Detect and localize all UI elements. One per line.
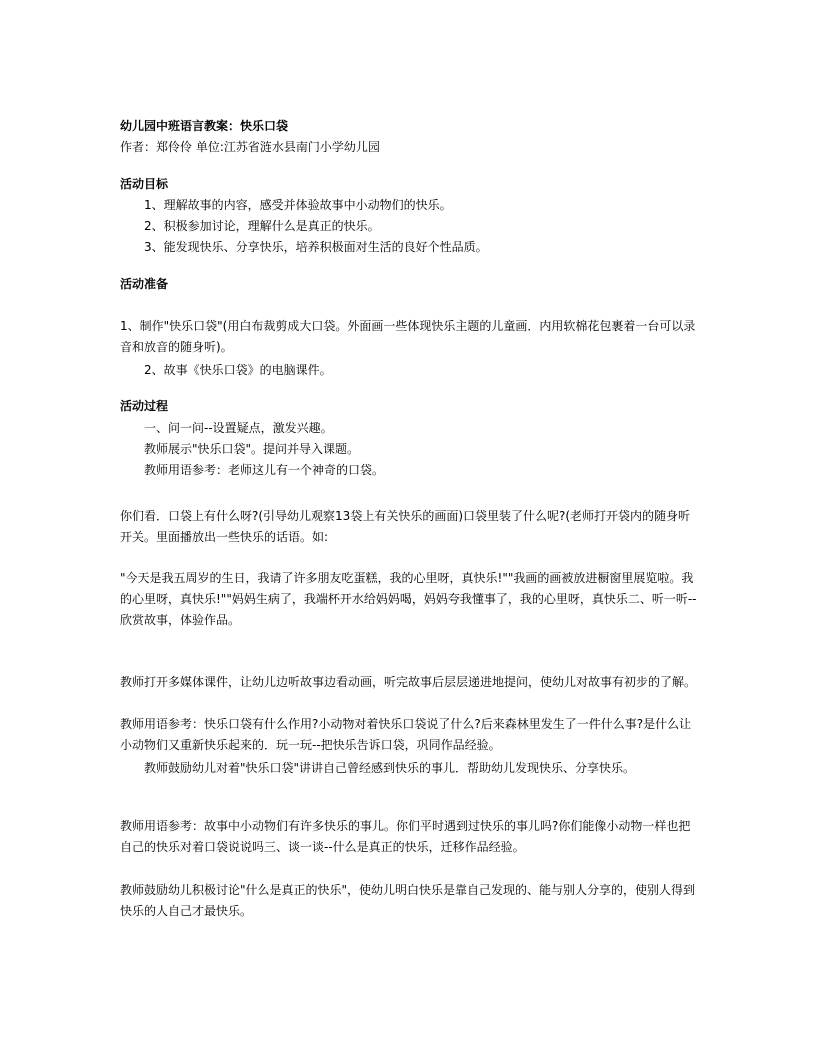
- process-line-2: 教师展示"快乐口袋"。提问并导入课题。: [144, 442, 360, 456]
- paragraph-discuss: 教师鼓励幼儿积极讨论"什么是真正的快乐"，使幼儿明白快乐是靠自己发现的、能与别人分享的，使别人得到快乐的人自己才最快乐。: [120, 883, 696, 918]
- goal-item-3: 3、能发现快乐、分享快乐，培养积极面对生活的良好个性品质。: [144, 240, 488, 254]
- goal-item-1: 1、理解故事的内容，感受并体验故事中小动物们的快乐。: [144, 198, 452, 212]
- section-heading-goals: 活动目标: [120, 177, 169, 191]
- process-line-3: 教师用语参考：老师这儿有一个神奇的口袋。: [144, 463, 385, 477]
- paragraph-teacher-ref-1: 教师用语参考：快乐口袋有什么作用?小动物对着快乐口袋说了什么?后来森林里发生了一件什么事?是什么让小动物们又重新快乐起来的．玩一玩--把快乐告诉口袋，巩同作品经验。: [120, 717, 692, 752]
- prep-paragraph-1: 1、制作"快乐口袋"(用白布裁剪成大口袋。外面画一些体现快乐主题的儿童画．内用软棉花包裹着一台可以录音和放音的随身听)。: [120, 319, 696, 354]
- line-encourage: 教师鼓励幼儿对着"快乐口袋"讲讲自己曾经感到快乐的事儿．帮助幼儿发现快乐、分享快乐。: [144, 761, 636, 775]
- section-heading-process: 活动过程: [120, 399, 169, 413]
- author-line: 作者：郑伶伶 单位:江苏省涟水县南门小学幼儿园: [120, 140, 380, 154]
- document-title: 幼儿园中班语言教案：快乐口袋: [120, 119, 289, 133]
- paragraph-look: 你们看．口袋上有什么呀?(引导幼儿观察13袋上有关快乐的画面)口袋里装了什么呢?(老师打开袋内的随身听开关。里面播放出一些快乐的话语。如:: [120, 509, 691, 544]
- section-heading-prep: 活动准备: [120, 277, 169, 291]
- prep-paragraph-2: 2、故事《快乐口袋》的电脑课件。: [144, 363, 332, 377]
- paragraph-teacher-ref-2: 教师用语参考：故事中小动物们有许多快乐的事儿。你们平时遇到过快乐的事儿吗?你们能像小动物一样也把自己的快乐对着口袋说说吗三、谈一谈--什么是真正的快乐，迁移作品经验。: [120, 819, 691, 854]
- paragraph-quotes: "今天是我五周岁的生日，我请了许多朋友吃蛋糕，我的心里呀，真快乐!""我画的画被放进橱窗里展览啦。我的心里呀，真快乐!""妈妈生病了，我端杯开水给妈妈喝，妈妈夸我懂事了，我的心里呀，真快乐二、听一听--欣赏故事，体验作品。: [120, 571, 697, 627]
- goal-item-2: 2、积极参加讨论，理解什么是真正的快乐。: [144, 219, 380, 233]
- paragraph-media: 教师打开多媒体课件，让幼儿边听故事边看动画，听完故事后层层递进地提问，使幼儿对故事有初步的了解。: [120, 675, 697, 689]
- process-line-1: 一、问一问--设置疑点，激发兴趣。: [144, 421, 333, 435]
